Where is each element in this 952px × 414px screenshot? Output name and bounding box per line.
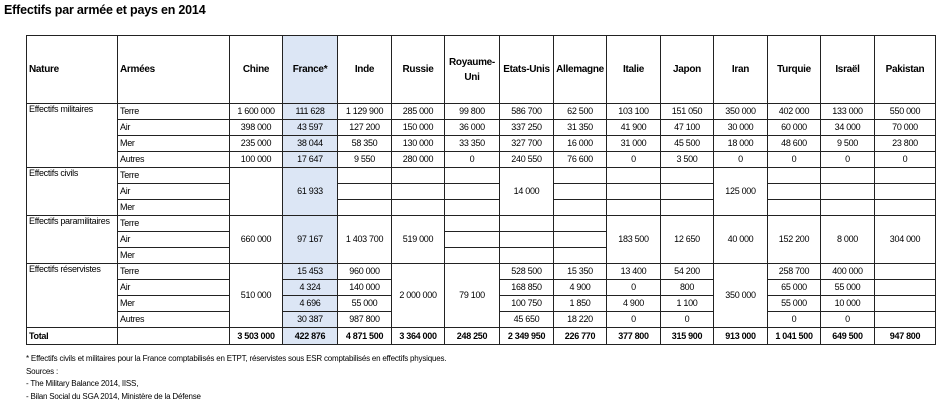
value-cell: 0 <box>607 312 661 328</box>
value-cell: 0 <box>445 152 500 168</box>
value-cell <box>768 168 821 184</box>
footnote: - The Military Balance 2014, IISS, <box>26 379 139 388</box>
footnote: * Effectifs civils et militaires pour la France comptabilisés en ETPT, réservistes sous ESR comptabilisés en effectifs physiques. <box>26 354 447 363</box>
total-cell: 377 800 <box>607 328 661 345</box>
table-row <box>27 200 936 216</box>
header-nature: Nature <box>27 36 118 104</box>
value-cell: 18 220 <box>554 312 607 328</box>
value-cell: 402 000 <box>768 104 821 120</box>
page-title: Effectifs par armée et pays en 2014 <box>4 3 206 17</box>
value-cell: 151 050 <box>661 104 714 120</box>
value-cell: 45 500 <box>661 136 714 152</box>
value-cell: 987 800 <box>338 312 392 328</box>
value-cell: 140 000 <box>338 280 392 296</box>
total-cell: 3 503 000 <box>230 328 283 345</box>
value-cell: 550 000 <box>875 104 936 120</box>
value-cell: 54 200 <box>661 264 714 280</box>
header-country: Royaume-Uni <box>445 36 500 104</box>
value-cell: 0 <box>821 312 875 328</box>
value-cell: 9 500 <box>821 136 875 152</box>
value-cell <box>875 280 936 296</box>
value-cell <box>875 200 936 216</box>
header-armees: Armées <box>118 36 230 104</box>
total-cell: 3 364 000 <box>392 328 445 345</box>
value-cell: 15 350 <box>554 264 607 280</box>
armee-cell: Autres <box>118 312 230 328</box>
table-row <box>27 264 936 280</box>
armee-cell: Terre <box>118 264 230 280</box>
table-row <box>27 168 936 184</box>
value-cell <box>821 184 875 200</box>
total-row <box>27 328 936 345</box>
value-cell: 350 000 <box>714 104 768 120</box>
value-cell: 127 200 <box>338 120 392 136</box>
footnote: Sources : <box>26 366 58 376</box>
value-cell <box>392 200 445 216</box>
total-cell: 226 770 <box>554 328 607 345</box>
header-country: Turquie <box>768 36 821 104</box>
total-label: Total <box>27 328 118 345</box>
armee-cell: Terre <box>118 104 230 120</box>
armee-cell: Terre <box>118 216 230 232</box>
value-cell: 800 <box>661 280 714 296</box>
value-cell <box>554 248 607 264</box>
header-country: Allemagne <box>554 36 607 104</box>
value-cell: 2 000 000 <box>392 264 445 328</box>
value-cell <box>875 296 936 312</box>
value-cell: 14 000 <box>500 168 554 216</box>
total-cell: 1 041 500 <box>768 328 821 345</box>
value-cell: 48 600 <box>768 136 821 152</box>
header-country: Iran <box>714 36 768 104</box>
value-cell: 960 000 <box>338 264 392 280</box>
value-cell <box>392 184 445 200</box>
header-country: Russie <box>392 36 445 104</box>
total-cell: 649 500 <box>821 328 875 345</box>
header-country: Italie <box>607 36 661 104</box>
value-cell: 1 403 700 <box>338 216 392 264</box>
table-row <box>27 120 936 136</box>
value-cell: 586 700 <box>500 104 554 120</box>
value-cell: 99 800 <box>445 104 500 120</box>
section-label: Effectifs militaires <box>27 104 118 168</box>
value-cell: 38 044 <box>283 136 338 152</box>
value-cell: 55 000 <box>821 280 875 296</box>
value-cell: 60 000 <box>768 120 821 136</box>
value-cell <box>554 184 607 200</box>
section-label: Effectifs réservistes <box>27 264 118 328</box>
value-cell: 0 <box>875 152 936 168</box>
effectifs-table <box>26 35 936 345</box>
value-cell <box>338 168 392 184</box>
value-cell: 103 100 <box>607 104 661 120</box>
value-cell <box>607 200 661 216</box>
value-cell: 660 000 <box>230 216 283 264</box>
footnote: - Bilan Social du SGA 2014, Ministère de la Défense <box>26 391 201 401</box>
value-cell: 1 850 <box>554 296 607 312</box>
value-cell <box>500 216 554 232</box>
table-row <box>27 152 936 168</box>
value-cell: 327 700 <box>500 136 554 152</box>
value-cell: 65 000 <box>768 280 821 296</box>
value-cell: 130 000 <box>392 136 445 152</box>
value-cell: 235 000 <box>230 136 283 152</box>
value-cell: 337 250 <box>500 120 554 136</box>
value-cell: 55 000 <box>338 296 392 312</box>
section-label: Effectifs civils <box>27 168 118 216</box>
value-cell: 17 647 <box>283 152 338 168</box>
value-cell: 13 400 <box>607 264 661 280</box>
value-cell: 30 000 <box>714 120 768 136</box>
table-row <box>27 136 936 152</box>
value-cell: 528 500 <box>500 264 554 280</box>
value-cell <box>875 184 936 200</box>
value-cell: 0 <box>607 280 661 296</box>
armee-cell: Air <box>118 280 230 296</box>
value-cell: 100 000 <box>230 152 283 168</box>
table-row <box>27 184 936 200</box>
value-cell <box>768 200 821 216</box>
value-cell: 31 000 <box>607 136 661 152</box>
value-cell: 34 000 <box>821 120 875 136</box>
value-cell: 1 129 900 <box>338 104 392 120</box>
value-cell: 23 800 <box>875 136 936 152</box>
value-cell: 31 350 <box>554 120 607 136</box>
value-cell: 55 000 <box>768 296 821 312</box>
value-cell: 76 600 <box>554 152 607 168</box>
value-cell: 125 000 <box>714 168 768 216</box>
total-cell: 4 871 500 <box>338 328 392 345</box>
value-cell: 0 <box>768 152 821 168</box>
value-cell: 398 000 <box>230 120 283 136</box>
value-cell: 133 000 <box>821 104 875 120</box>
value-cell <box>661 184 714 200</box>
armee-cell: Air <box>118 120 230 136</box>
total-cell: 947 800 <box>875 328 936 345</box>
total-cell: 913 000 <box>714 328 768 345</box>
value-cell: 45 650 <box>500 312 554 328</box>
value-cell: 15 453 <box>283 264 338 280</box>
value-cell: 8 000 <box>821 216 875 264</box>
value-cell: 4 324 <box>283 280 338 296</box>
value-cell: 0 <box>768 312 821 328</box>
header-country: Etats-Unis <box>500 36 554 104</box>
value-cell <box>445 248 500 264</box>
value-cell: 350 000 <box>714 264 768 328</box>
value-cell: 4 900 <box>607 296 661 312</box>
header-country: Inde <box>338 36 392 104</box>
value-cell: 3 500 <box>661 152 714 168</box>
header-country: Pakistan <box>875 36 936 104</box>
section-label: Effectifs paramilitaires <box>27 216 118 264</box>
value-cell <box>445 184 500 200</box>
value-cell: 150 000 <box>392 120 445 136</box>
value-cell: 304 000 <box>875 216 936 264</box>
value-cell: 4 900 <box>554 280 607 296</box>
total-cell: 248 250 <box>445 328 500 345</box>
value-cell: 0 <box>607 152 661 168</box>
value-cell <box>661 200 714 216</box>
value-cell: 100 750 <box>500 296 554 312</box>
value-cell: 519 000 <box>392 216 445 264</box>
value-cell <box>230 168 283 216</box>
value-cell: 9 550 <box>338 152 392 168</box>
header-row <box>27 36 936 104</box>
value-cell <box>607 184 661 200</box>
value-cell: 41 900 <box>607 120 661 136</box>
value-cell: 61 933 <box>283 168 338 216</box>
value-cell <box>445 232 500 248</box>
value-cell: 43 597 <box>283 120 338 136</box>
value-cell: 510 000 <box>230 264 283 328</box>
armee-cell: Autres <box>118 152 230 168</box>
value-cell: 58 350 <box>338 136 392 152</box>
value-cell: 152 200 <box>768 216 821 264</box>
armee-cell: Mer <box>118 296 230 312</box>
value-cell <box>554 168 607 184</box>
value-cell <box>875 312 936 328</box>
value-cell <box>875 168 936 184</box>
armee-cell: Mer <box>118 200 230 216</box>
value-cell: 4 696 <box>283 296 338 312</box>
value-cell <box>821 200 875 216</box>
value-cell: 18 000 <box>714 136 768 152</box>
value-cell <box>338 200 392 216</box>
value-cell: 168 850 <box>500 280 554 296</box>
value-cell <box>338 184 392 200</box>
header-country: Chine <box>230 36 283 104</box>
armee-cell: Air <box>118 184 230 200</box>
value-cell: 70 000 <box>875 120 936 136</box>
armee-cell: Air <box>118 232 230 248</box>
value-cell: 97 167 <box>283 216 338 264</box>
value-cell: 0 <box>661 312 714 328</box>
value-cell <box>554 216 607 232</box>
header-country: France* <box>283 36 338 104</box>
value-cell: 111 628 <box>283 104 338 120</box>
value-cell: 1 600 000 <box>230 104 283 120</box>
value-cell: 285 000 <box>392 104 445 120</box>
total-cell: 422 876 <box>283 328 338 345</box>
value-cell: 36 000 <box>445 120 500 136</box>
value-cell: 47 100 <box>661 120 714 136</box>
value-cell: 183 500 <box>607 216 661 264</box>
value-cell <box>445 200 500 216</box>
value-cell <box>118 328 230 345</box>
armee-cell: Mer <box>118 136 230 152</box>
value-cell: 33 350 <box>445 136 500 152</box>
value-cell: 280 000 <box>392 152 445 168</box>
value-cell: 79 100 <box>445 264 500 328</box>
value-cell <box>392 168 445 184</box>
value-cell: 12 650 <box>661 216 714 264</box>
value-cell: 0 <box>821 152 875 168</box>
value-cell: 240 550 <box>500 152 554 168</box>
value-cell <box>500 232 554 248</box>
value-cell <box>821 168 875 184</box>
value-cell <box>661 168 714 184</box>
value-cell <box>554 200 607 216</box>
value-cell: 62 500 <box>554 104 607 120</box>
table-row <box>27 104 936 120</box>
value-cell <box>607 168 661 184</box>
value-cell: 10 000 <box>821 296 875 312</box>
value-cell <box>875 264 936 280</box>
value-cell: 258 700 <box>768 264 821 280</box>
value-cell: 400 000 <box>821 264 875 280</box>
value-cell: 30 387 <box>283 312 338 328</box>
table-row <box>27 216 936 232</box>
value-cell: 16 000 <box>554 136 607 152</box>
value-cell <box>500 248 554 264</box>
armee-cell: Terre <box>118 168 230 184</box>
armee-cell: Mer <box>118 248 230 264</box>
value-cell: 1 100 <box>661 296 714 312</box>
value-cell: 0 <box>714 152 768 168</box>
footnotes <box>26 353 446 403</box>
value-cell <box>445 168 500 184</box>
value-cell <box>445 216 500 232</box>
total-cell: 315 900 <box>661 328 714 345</box>
value-cell <box>554 232 607 248</box>
total-cell: 2 349 950 <box>500 328 554 345</box>
value-cell: 40 000 <box>714 216 768 264</box>
header-country: Israël <box>821 36 875 104</box>
header-country: Japon <box>661 36 714 104</box>
value-cell <box>768 184 821 200</box>
